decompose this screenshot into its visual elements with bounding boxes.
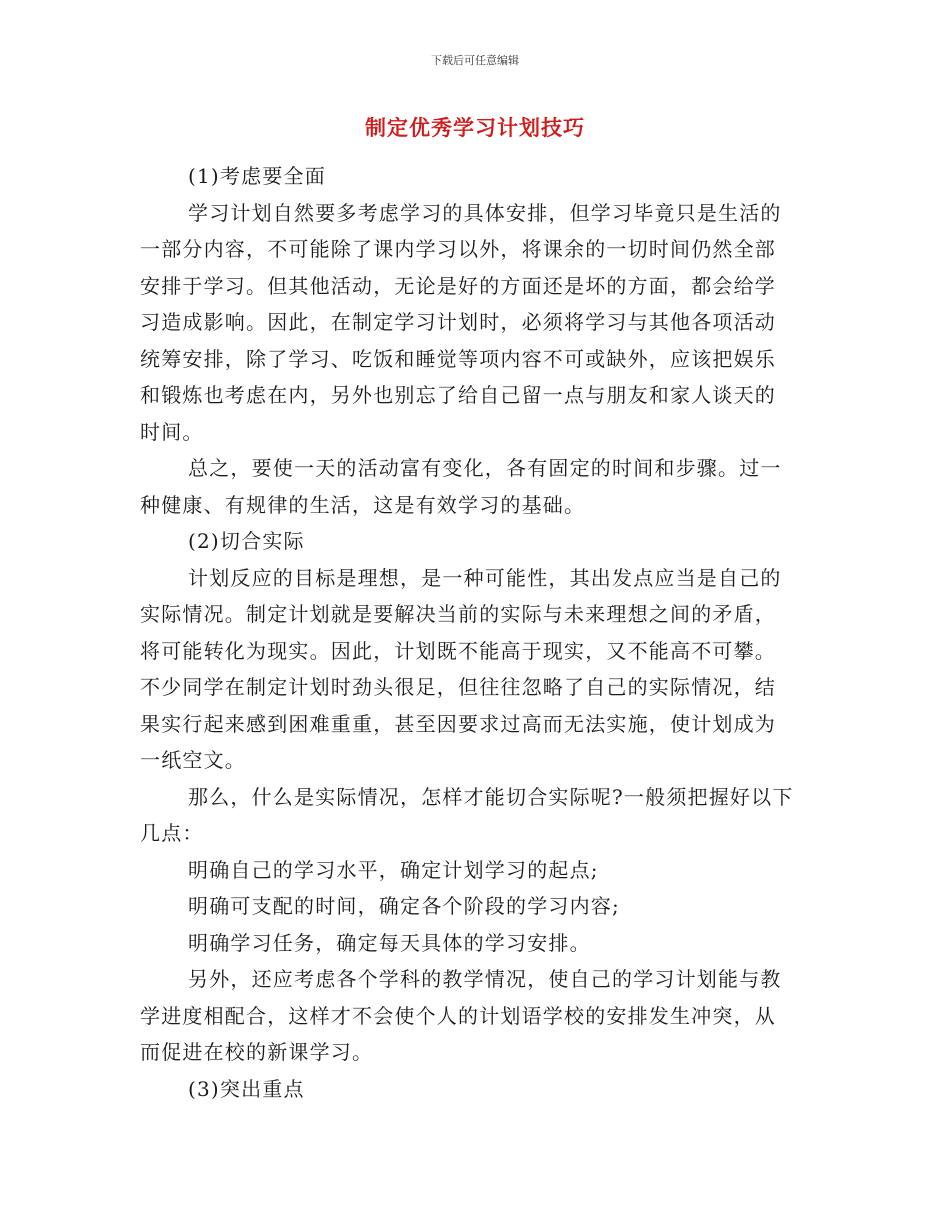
text-line: 时间。 xyxy=(140,419,204,444)
text-line: 明确可支配的时间，确定各个阶段的学习内容; xyxy=(188,894,620,918)
text-line: 不少同学在制定计划时劲头很足，但往往忽略了自己的实际情况，结 xyxy=(140,675,776,699)
text-line: 种健康、有规律的生活，这是有效学习的基础。 xyxy=(140,492,586,517)
text-line: 学进度相配合，这样才不会使个人的计划语学校的安排发生冲突，从 xyxy=(140,1003,776,1028)
text-line: 计划反应的目标是理想，是一种可能性，其出发点应当是自己的 xyxy=(188,565,782,590)
text-line: 总之，要使一天的活动富有变化，各有固定的时间和步骤。过一 xyxy=(188,456,782,480)
text-line: 和锻炼也考虑在内，另外也别忘了给自己留一点与朋友和家人谈天的 xyxy=(140,383,776,407)
text-line: 一纸空文。 xyxy=(140,748,246,772)
text-line: 一部分内容，不可能除了课内学习以外，将课余的一切时间仍然全部 xyxy=(140,237,776,261)
text-line: 果实行起来感到困难重重，甚至因要求过高而无法实施，使计划成为 xyxy=(140,711,776,736)
text-line: 将可能转化为现实。因此，计划既不能高于现实，又不能高不可攀。 xyxy=(140,638,776,663)
text-line: 习造成影响。因此，在制定学习计划时，必须将学习与其他各项活动 xyxy=(140,310,776,334)
text-line: 另外，还应考虑各个学科的教学情况，使自己的学习计划能与教 xyxy=(188,967,782,991)
text-line: 学习计划自然要多考虑学习的具体安排，但学习毕竟只是生活的 xyxy=(188,200,782,225)
document-body xyxy=(140,158,805,1107)
document-title: 制定优秀学习计划技巧 xyxy=(365,115,585,140)
header-note: 下载后可任意编辑 xyxy=(431,54,519,67)
text-line: 明确自己的学习水平，确定计划学习的起点; xyxy=(188,857,599,882)
text-line: 实际情况。制定计划就是要解决当前的实际与未来理想之间的矛盾， xyxy=(140,602,776,626)
text-line: 那么，什么是实际情况，怎样才能切合实际呢?一般须把握好以下 xyxy=(188,784,794,809)
text-line: 安排于学习。但其他活动，无论是好的方面还是坏的方面，都会给学 xyxy=(140,273,776,298)
text-line: 而促进在校的新课学习。 xyxy=(140,1040,374,1064)
text-line: (3)突出重点 xyxy=(188,1076,305,1101)
text-line: 几点： xyxy=(140,821,204,845)
text-line: 明确学习任务，确定每天具体的学习安排。 xyxy=(188,930,591,955)
text-line: (2)切合实际 xyxy=(188,529,305,553)
text-line: 统筹安排，除了学习、吃饭和睡觉等项内容不可或缺外，应该把娱乐 xyxy=(140,346,776,371)
text-line: (1)考虑要全面 xyxy=(188,164,326,188)
